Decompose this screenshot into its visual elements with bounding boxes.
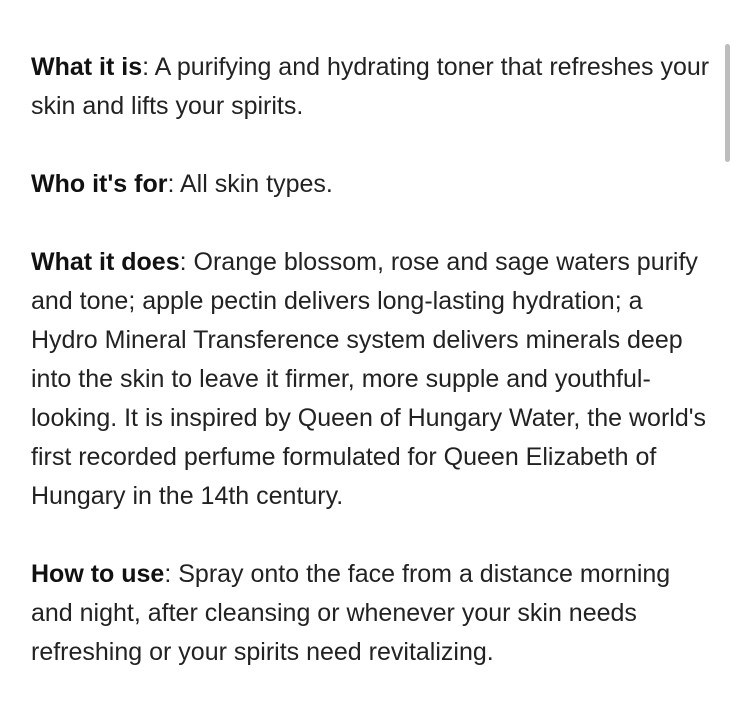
product-description (31, 48, 711, 711)
what-it-is-label: What it is (31, 53, 143, 81)
how-to-use-label: How to use (31, 560, 165, 588)
what-it-does-section (31, 243, 711, 516)
label-separator: : (167, 170, 180, 198)
what-it-is-section (31, 48, 711, 126)
who-its-for-section (31, 165, 711, 204)
what-it-does-text: Orange blossom, rose and sage waters purify and tone; apple pectin delivers long-lasting hydration; a Hydro Mineral Transference system delivers minerals deep into the skin to leave it firmer, more supple and youthful-looking. It is inspired by Queen of Hungary Water, the world's first recorded perfume formulated for Queen Elizabeth of Hungary in the 14th century. (31, 248, 707, 510)
what-it-does-label: What it does (31, 248, 180, 276)
vertical-scrollbar[interactable] (725, 44, 730, 162)
what-it-is-text: A purifying and hydrating toner that refreshes your skin and lifts your spirits. (31, 53, 710, 120)
who-its-for-label: Who it's for (31, 170, 168, 198)
label-separator: : (142, 53, 155, 81)
how-to-use-text: Spray onto the face from a distance morning and night, after cleansing or whenever your skin needs refreshing or your spirits need revitalizing. (31, 560, 671, 666)
label-separator: : (179, 248, 194, 276)
how-to-use-section (31, 555, 711, 672)
who-its-for-text: All skin types. (180, 170, 333, 198)
label-separator: : (164, 560, 179, 588)
